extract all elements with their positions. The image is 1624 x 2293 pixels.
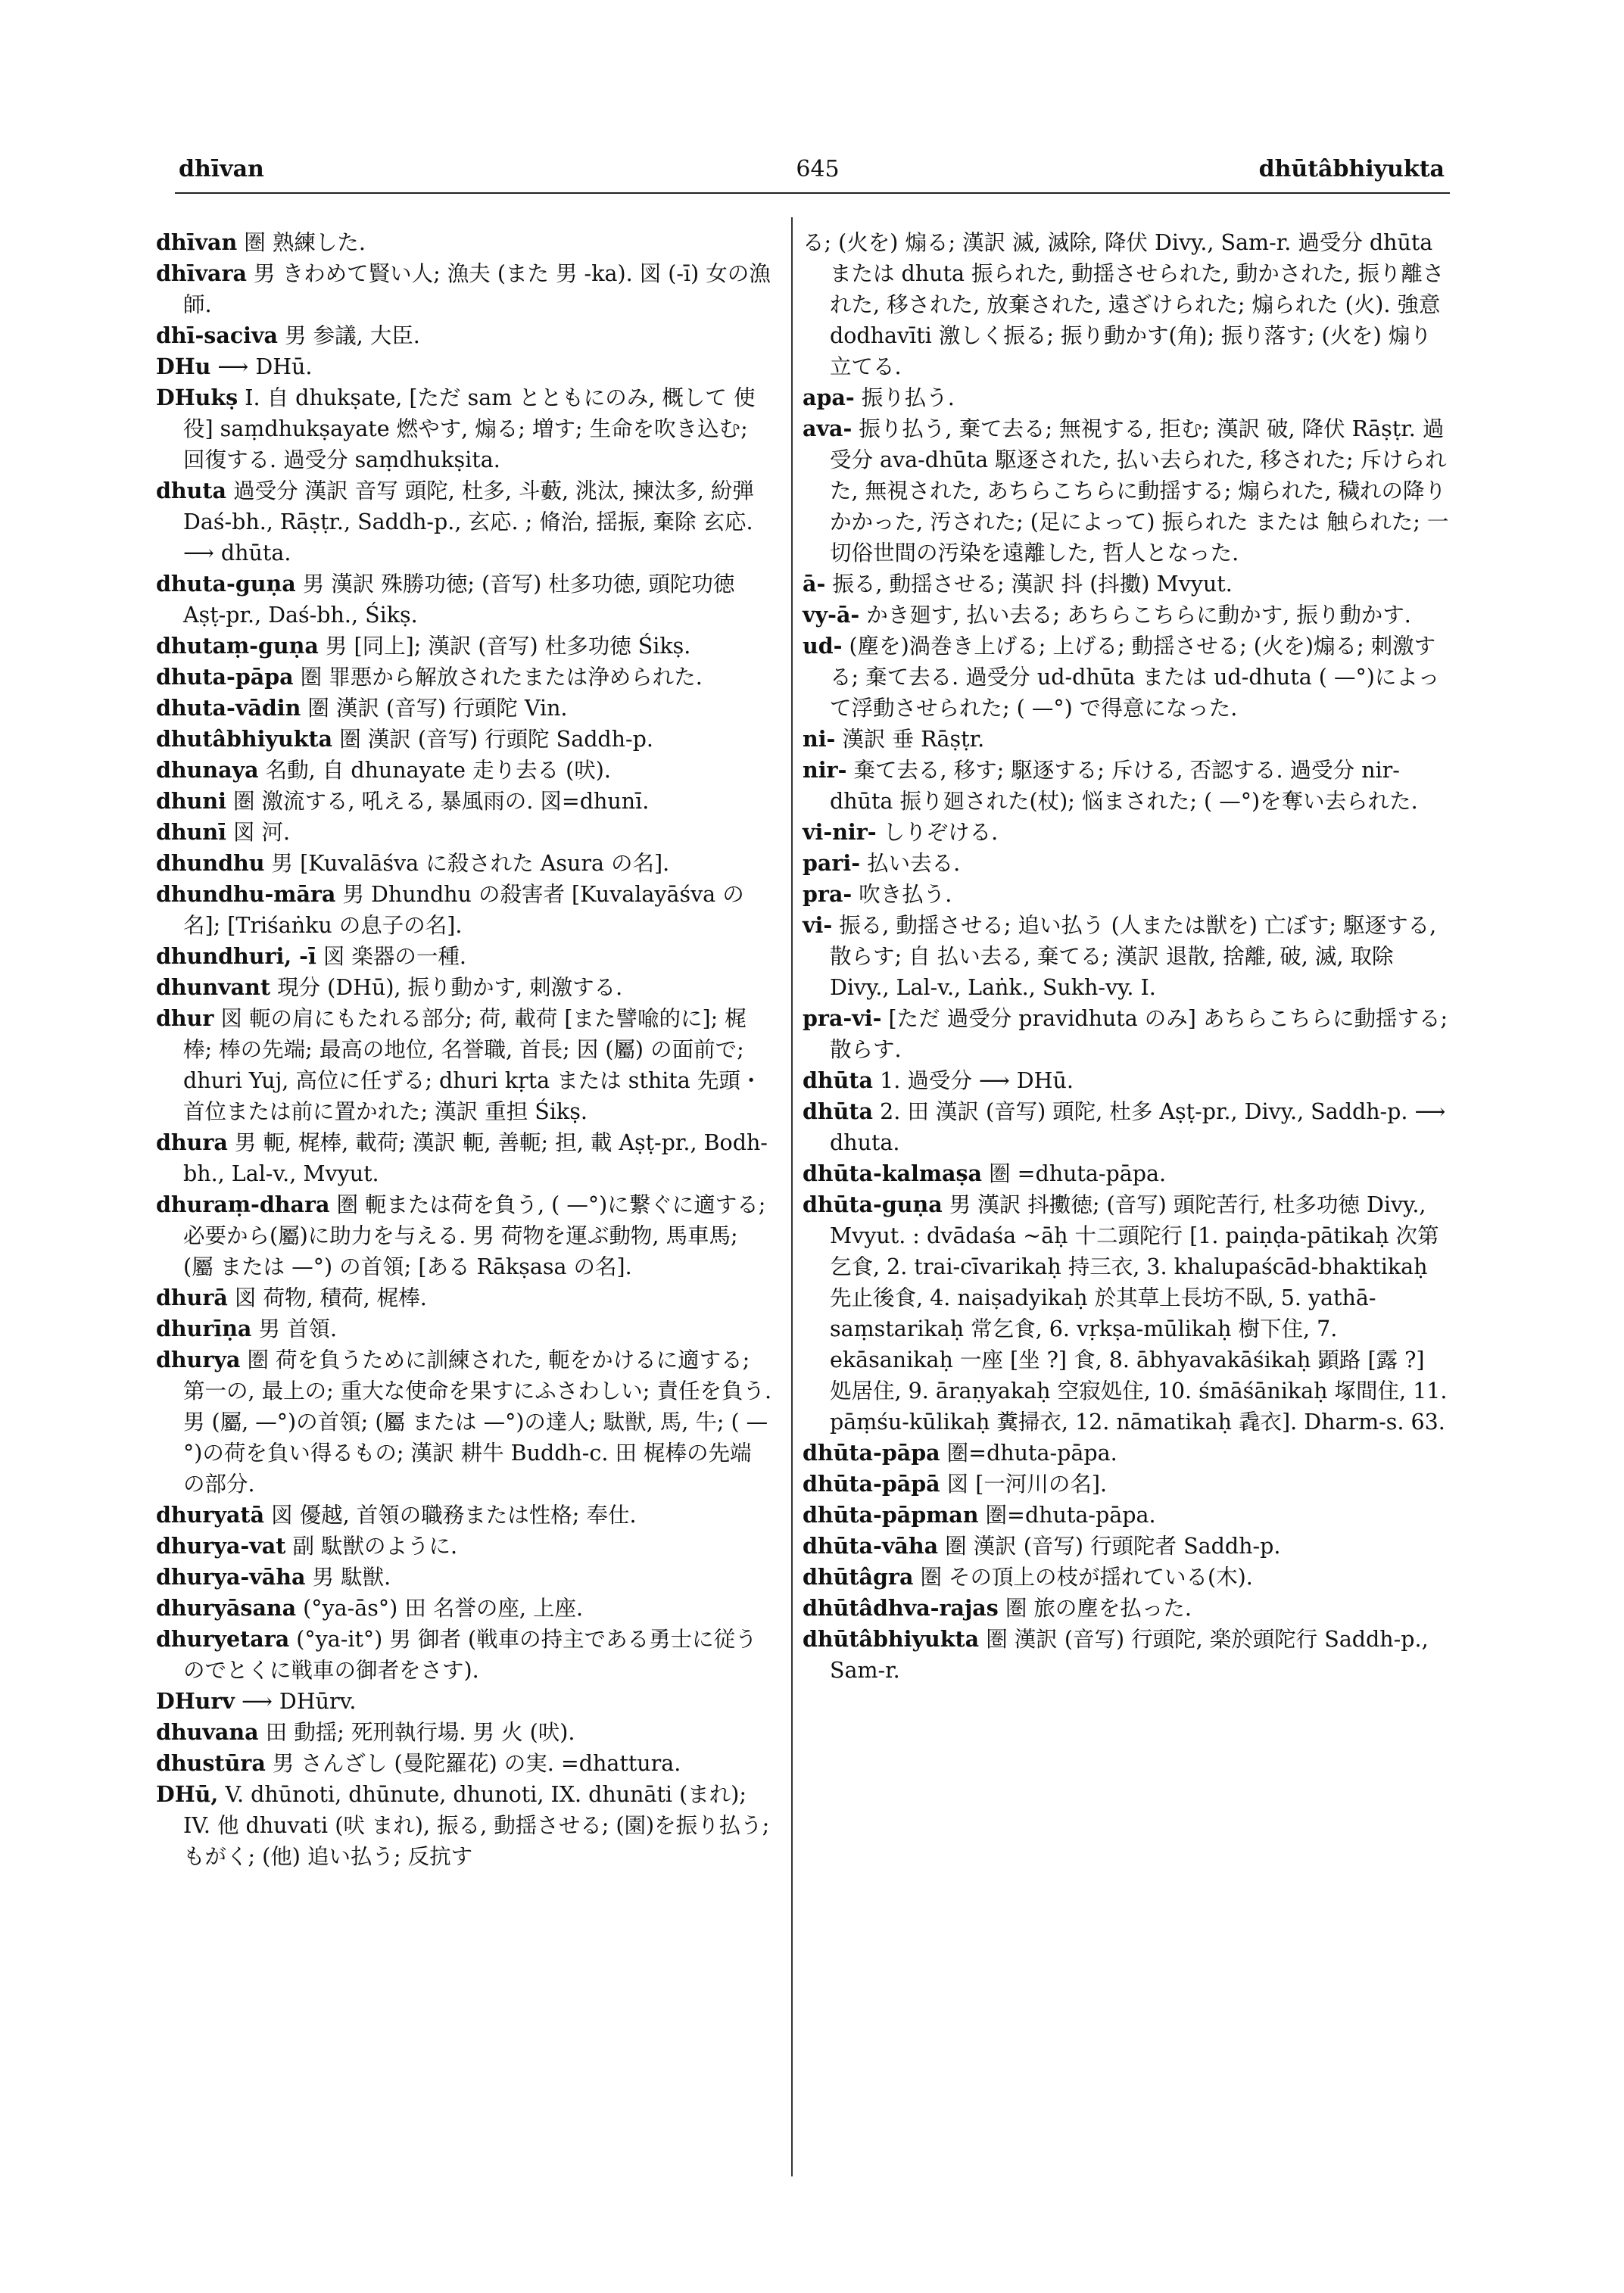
headword: dhūtâbhiyukta <box>803 1626 980 1652</box>
headword: dhuvana <box>156 1719 259 1745</box>
definition: 圏 その頂上の枝が揺れている(木). <box>913 1565 1253 1590</box>
headword: pra-vi- <box>803 1005 882 1031</box>
dictionary-entry <box>156 351 773 382</box>
dictionary-entry <box>156 941 773 972</box>
definition: 棄て去る, 移す; 駆逐する; 斥ける, 否認する. 過受分 nir-dhūta 振り廻された(杖); 悩まされた; ( —°)を奪い去られた. <box>830 758 1418 814</box>
dictionary-entry <box>803 817 1450 848</box>
definition: 図 楽器の一種. <box>316 944 466 969</box>
headword: DHukṣ <box>156 385 238 410</box>
dictionary-entry <box>803 1469 1450 1500</box>
definition: 2. 田 漢訳 (音写) 頭陀, 杜多 Aṣṭ-pr., Divy., Saddh-p. ⟶ dhuta. <box>830 1099 1446 1155</box>
definition: 男 漢訳 殊勝功徳; (音写) 杜多功徳, 頭陀功徳 Aṣṭ-pr., Daś-bh., Śikṣ. <box>183 572 735 628</box>
definition: 圏 漢訳 (音写) 行頭陀, 楽於頭陀行 Saddh-p., Sam-r. <box>830 1627 1429 1683</box>
definition: 男 参議, 大臣. <box>278 323 420 348</box>
dictionary-entry <box>156 755 773 786</box>
dictionary-entry <box>803 910 1450 1003</box>
definition: 名動, 自 dhunayate 走り去る (吠). <box>258 758 611 783</box>
definition: (°ya-ās°) 田 名誉の座, 上座. <box>296 1596 584 1621</box>
definition: 圏 荷を負うために訓練された, 軛をかけるに適する; 第一の, 最上の; 重大な使命を果すにふさわしい; 責任を負う. 男 (屬, —°)の首領; (屬 または —°)の達人; 駄獣, 馬, 牛; ( —°)の荷を負い得るもの; 漢訳 耕牛 Buddh-c. 田 梶棒の先端の部分. <box>183 1347 772 1497</box>
dictionary-entry <box>156 1189 773 1282</box>
headword: dhūta <box>803 1067 874 1093</box>
dictionary-entry <box>156 1313 773 1344</box>
dictionary-entry <box>156 320 773 351</box>
headword: dhuraṃ-dhara <box>156 1192 330 1217</box>
definition: (塵を)渦巻き上げる; 上げる; 動揺させる; (火を)煽る; 刺激する; 棄て去る. 過受分 ud-dhūta または ud-dhuta ( —°)によって浮動させられた; ( —°) で得意になった. <box>830 634 1440 721</box>
definition: 圏 漢訳 (音写) 行頭陀者 Saddh-p. <box>938 1534 1281 1559</box>
definition: 副 駄獣のように. <box>285 1534 458 1559</box>
dictionary-entry <box>803 848 1450 879</box>
dictionary-entry <box>803 879 1450 910</box>
definition: 圏 熟練した. <box>237 230 366 255</box>
headword: dhūta-pāpā <box>803 1471 940 1497</box>
dictionary-entry <box>156 1717 773 1748</box>
definition: (°ya-it°) 男 御者 (戦車の持主である勇士に従うのでとくに戦車の御者をさす). <box>183 1627 757 1683</box>
headword: dhī-saciva <box>156 322 279 348</box>
headword: ā- <box>803 571 826 597</box>
dictionary-entry <box>156 1624 773 1686</box>
headword: dhutâbhiyukta <box>156 726 333 752</box>
definition: 振る, 動揺させる; 追い払う (人または獣を) 亡ぼす; 駆逐する, 散らす; 自 払い去る, 棄てる; 漢訳 退散, 捨離, 破, 滅, 取除 Divy., Lal-v., Laṅk., Sukh-vy. I. <box>830 913 1437 1000</box>
definition: ⟶ DHū. <box>210 354 313 379</box>
headword: dhuryatā <box>156 1502 265 1528</box>
headword: dhuta <box>156 478 227 503</box>
dictionary-entry <box>156 1282 773 1313</box>
definition: 吹き払う. <box>852 882 952 907</box>
headword: ni- <box>803 726 836 752</box>
headword: dhūta <box>803 1098 874 1124</box>
headword: dhura <box>156 1129 228 1155</box>
definition: 1. 過受分 ⟶ DHū. <box>873 1068 1074 1093</box>
dictionary-entry <box>156 1593 773 1624</box>
definition: 圏 =dhuta-pāpa. <box>982 1161 1167 1186</box>
definition: 図 [一河川の名]. <box>940 1472 1108 1497</box>
dictionary-entry <box>803 724 1450 755</box>
dictionary-entry <box>803 569 1450 600</box>
definition: [ただ 過受分 pravidhuta のみ] あちらこちらに動揺する; 散らす. <box>830 1006 1448 1062</box>
dictionary-entry <box>156 1127 773 1189</box>
dictionary-entry <box>156 382 773 475</box>
headword: dhūta-vāha <box>803 1533 939 1559</box>
dictionary-entry <box>156 258 773 320</box>
dictionary-entry <box>156 693 773 724</box>
definition: 過受分 漢訳 音写 頭陀, 杜多, 斗藪, 洮汰, 揀汰多, 紛弾 Daś-bh., Rāṣṭr., Saddh-p., 玄応. ; 脩治, 揺振, 棄除 玄応. ⟶ dhūta. <box>183 478 754 565</box>
dictionary-entry <box>803 382 1450 413</box>
headword: nir- <box>803 757 847 783</box>
dictionary-entry <box>803 1593 1450 1624</box>
definition: 男 駄獣. <box>305 1565 391 1590</box>
definition: 振り払う. <box>854 385 955 410</box>
definition: 男 きわめて賢い人; 漁夫 (また 男 -ka). 図 (-ī) 女の漁師. <box>183 261 771 317</box>
headword: dhīvara <box>156 260 247 286</box>
definition: ⟶ DHūrv. <box>234 1689 357 1714</box>
definition: る; (火を) 煽る; 漢訳 滅, 滅除, 降伏 Divy., Sam-r. 過受分 dhūta または dhuta 振られた, 動揺させられた, 動かされた, 振り離された, 移された, 放棄された, 遠ざけられた; 煽られた (火). 強意 dodhavīti 激しく振る; 振り動かす(角); 振り落す; (火を) 煽り立てる. <box>803 230 1445 379</box>
dictionary-entry <box>156 1779 773 1872</box>
definition: 男 軛, 梶棒, 載荷; 漢訳 軛, 善軛; 担, 載 Aṣṭ-pr., Bodh-bh., Lal-v., Mvyut. <box>183 1130 768 1186</box>
headword: ava- <box>803 416 853 441</box>
dictionary-entry <box>803 1500 1450 1531</box>
column-divider <box>791 217 793 2176</box>
dictionary-entry <box>156 569 773 631</box>
definition: 男 漢訳 抖擻徳; (音写) 頭陀苦行, 杜多功徳 Divy., Mvyut. : dvādaśa ~āḥ 十二頭陀行 [1. paiṇḍa-pātikaḥ 次第乞食, 2. trai-cīvarikaḥ 持三衣, 3. khalupaścād-bhaktikaḥ 先止後食, 4. naiṣadyikaḥ 於其草上長坊不臥, 5. yathā-saṃstarikaḥ 常乞食, 6. vṛkṣa-mūlikaḥ 樹下住, 7. ekāsanikaḥ 一座 [坐 ?] 食, 8. ābhyavakāśikaḥ 顕路 [露 ?] 処居住, 9. āraṇyakaḥ 空寂処住, 10. śmāśānikaḥ 塚間住, 11. pāṃśu-kūlikaḥ 糞掃衣, 12. nāmatikaḥ 毳衣]. Dharm-s. 63. <box>830 1192 1448 1435</box>
dictionary-entry <box>803 1562 1450 1593</box>
definition: 圏 漢訳 (音写) 行頭陀 Vin. <box>301 696 568 721</box>
dictionary-entry <box>156 1531 773 1562</box>
headword: dhunaya <box>156 757 259 783</box>
headword: pari- <box>803 850 861 876</box>
headword: dhurya-vāha <box>156 1564 306 1590</box>
headword: dhundhuri, -ī <box>156 943 316 969</box>
dictionary-entry <box>156 1003 773 1127</box>
headword: apa- <box>803 385 855 410</box>
dictionary-entry <box>156 227 773 258</box>
dictionary-entry <box>156 1500 773 1531</box>
definition: 振り払う, 棄て去る; 無視する, 拒む; 漢訳 破, 降伏 Rāṣṭr. 過受分 ava-dhūta 駆逐された, 払い去られた, 移された; 斥けられた, 無視された, あちらこちらに動揺する; 煽られた, 穢れの降りかかった, 汚された; (足によって) 振られた または 触られた; 一切俗世間の汚染を遠離した, 哲人となった. <box>830 416 1449 565</box>
definition: 圏 激流する, 吼える, 暴風雨の. 図=dhunī. <box>226 789 650 814</box>
headword: vi-nir- <box>803 819 877 845</box>
definition: 圏=dhuta-pāpa. <box>978 1503 1156 1528</box>
headword: dhūta-kalmaṣa <box>803 1161 983 1186</box>
dictionary-entry <box>156 662 773 693</box>
dictionary-entry <box>156 1686 773 1717</box>
headword: vy-ā- <box>803 602 860 628</box>
definition: V. dhūnoti, dhūnute, dhunoti, IX. dhunāti (まれ); IV. 他 dhuvati (吠 まれ), 振る, 動揺させる; (園)を振り払う; もがく; (他) 追い払う; 反抗す <box>183 1782 770 1869</box>
dictionary-entry <box>156 786 773 817</box>
definition: 圏 漢訳 (音写) 行頭陀 Saddh-p. <box>332 727 653 752</box>
headword: dhundhu-māra <box>156 881 336 907</box>
dictionary-entry <box>803 600 1450 631</box>
dictionary-entry <box>156 848 773 879</box>
dictionary-entry <box>803 1624 1450 1686</box>
dictionary-entry <box>156 631 773 662</box>
headword: dhūtâdhva-rajas <box>803 1595 999 1621</box>
definition: 図 河. <box>226 820 291 845</box>
headword: dhur <box>156 1005 214 1031</box>
headword: vi- <box>803 912 833 938</box>
headword: dhuta-guṇa <box>156 571 296 597</box>
dictionary-entry <box>156 724 773 755</box>
headword: dhīvan <box>156 229 238 255</box>
dictionary-entry <box>156 972 773 1003</box>
headword: pra- <box>803 881 853 907</box>
dictionary-entry <box>156 475 773 569</box>
definition: かき廻す, 払い去る; あちらこちらに動かす, 振り動かす. <box>859 603 1411 628</box>
headword: dhurya <box>156 1347 241 1372</box>
headword: dhundhu <box>156 850 265 876</box>
headword: dhūtâgra <box>803 1564 914 1590</box>
dictionary-entry <box>803 1189 1450 1438</box>
definition: 漢訳 垂 Rāṣṭr. <box>835 727 985 752</box>
dictionary-entry <box>803 755 1450 817</box>
definition: 払い去る. <box>860 851 961 876</box>
definition: 男 [Kuvalāśva に殺された Asura の名]. <box>264 851 670 876</box>
running-head-right: dhūtâbhiyukta <box>1258 156 1445 182</box>
right-column <box>803 227 1450 1686</box>
definition: 現分 (DHū), 振り動かす, 刺激する. <box>270 975 623 1000</box>
headword: DHū, <box>156 1781 219 1807</box>
definition: 圏 旅の塵を払った. <box>998 1596 1192 1621</box>
dictionary-entry <box>803 1158 1450 1189</box>
definition: 田 動揺; 死刑執行場. 男 火 (吠). <box>258 1720 575 1745</box>
headword: dhunī <box>156 819 226 845</box>
definition: 男 首領. <box>251 1316 338 1341</box>
left-column <box>156 227 773 1872</box>
dictionary-entry <box>156 1344 773 1500</box>
dictionary-entry <box>803 227 1450 382</box>
headword: dhurya-vat <box>156 1533 286 1559</box>
headword: dhūta-pāpa <box>803 1440 940 1466</box>
dictionary-entry <box>156 1562 773 1593</box>
definition: 図 軛の肩にもたれる部分; 荷, 載荷 [また譬喩的に]; 梶棒; 棒の先端; 最高の地位, 名誉職, 首長; 因 (屬) の面前で; dhuri Yuj, 高位に任ずる; dhuri kṛta または sthita 先頭・首位または前に置かれた; 漢訳 重担 Śikṣ. <box>183 1006 762 1124</box>
headword: dhurīṇa <box>156 1316 252 1341</box>
headword: dhūta-guṇa <box>803 1192 943 1217</box>
running-head-left: dhīvan <box>179 156 264 182</box>
headword: dhuryetara <box>156 1626 290 1652</box>
headword: dhuta-pāpa <box>156 664 294 690</box>
headword: dhūta-pāpman <box>803 1502 979 1528</box>
headword: ud- <box>803 633 843 659</box>
definition: しりぞける. <box>876 820 999 845</box>
header-rule <box>175 192 1450 194</box>
headword: dhunvant <box>156 974 271 1000</box>
dictionary-entry <box>803 1096 1450 1158</box>
dictionary-entry <box>803 1438 1450 1469</box>
headword: DHu <box>156 354 211 379</box>
dictionary-entry <box>156 817 773 848</box>
headword: dhuta-vādin <box>156 695 301 721</box>
definition: 圏 軛または荷を負う, ( —°)に繋ぐに適する; 必要から(屬)に助力を与える. 男 荷物を運ぶ動物, 馬車馬; (屬 または —°) の首領; [ある Rākṣasa の名]. <box>183 1192 766 1279</box>
headword: dhutaṃ-guṇa <box>156 633 319 659</box>
headword: dhustūra <box>156 1750 266 1776</box>
definition: 圏 罪悪から解放されたまたは浄められた. <box>293 665 703 690</box>
definition: 男 Dhundhu の殺害者 [Kuvalayāśva の名]; [Triśaṅku の息子の名]. <box>183 882 744 938</box>
dictionary-entry <box>156 879 773 941</box>
dictionary-entry <box>156 1748 773 1779</box>
headword: dhuryāsana <box>156 1595 297 1621</box>
headword: dhuni <box>156 788 226 814</box>
dictionary-entry <box>803 631 1450 724</box>
definition: I. 自 dhukṣate, [ただ sam とともにのみ, 概して 使役] saṃdhukṣayate 燃やす, 煽る; 増す; 生命を吹き込む; 回復する. 過受分 saṃdhukṣita. <box>183 385 756 472</box>
dictionary-entry <box>803 1065 1450 1096</box>
definition: 図 優越, 首領の職務または性格; 奉仕. <box>264 1503 637 1528</box>
dictionary-entry <box>803 413 1450 569</box>
headword: DHurv <box>156 1688 235 1714</box>
definition: 圏=dhuta-pāpa. <box>940 1441 1117 1466</box>
definition: 図 荷物, 積荷, 梶棒. <box>227 1285 427 1310</box>
dictionary-entry <box>803 1531 1450 1562</box>
dictionary-entry <box>803 1003 1450 1065</box>
headword: dhurā <box>156 1285 228 1310</box>
definition: 振る, 動揺させる; 漢訳 抖 (抖擻) Mvyut. <box>825 572 1233 597</box>
definition: 男 [同上]; 漢訳 (音写) 杜多功徳 Śikṣ. <box>318 634 691 659</box>
page-number: 645 <box>796 156 840 182</box>
definition: 男 さんざし (曼陀羅花) の実. =dhattura. <box>265 1751 681 1776</box>
